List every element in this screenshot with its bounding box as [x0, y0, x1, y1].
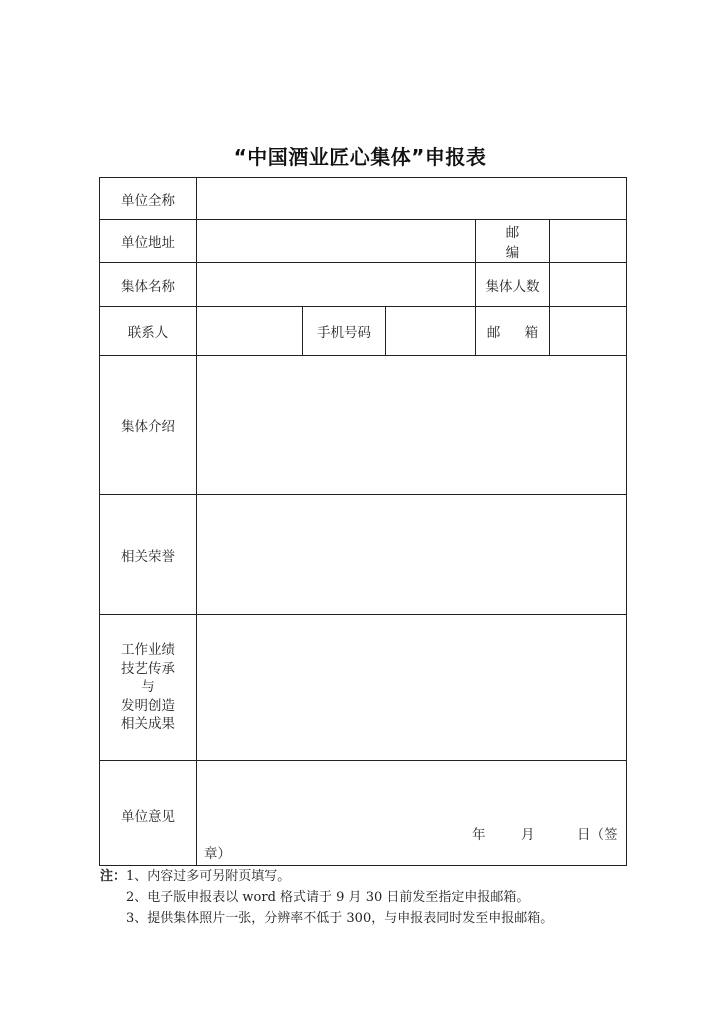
- phone-field[interactable]: [385, 306, 476, 356]
- achievements-label-line: 发明创造: [121, 697, 175, 714]
- achievements-label: [99, 614, 197, 761]
- achievements-label-line: 与: [141, 679, 155, 696]
- achievements-label-line: 相关成果: [121, 716, 175, 733]
- achievements-label-line: 技艺传承: [121, 660, 175, 677]
- honors-field[interactable]: [196, 494, 627, 615]
- email-field[interactable]: [549, 306, 627, 356]
- note-line-3: 3、提供集体照片一张，分辨率不低于 300，与申报表同时发至申报邮箱。: [126, 911, 554, 926]
- unit-address-label: 单位地址: [99, 219, 197, 263]
- form-title: “中国酒业匠心集体”申报表: [233, 145, 487, 169]
- notes-lead: 注：: [100, 869, 127, 884]
- group-name-field[interactable]: [196, 262, 476, 307]
- group-count-field[interactable]: [549, 262, 627, 307]
- date-month-label: 月: [521, 827, 535, 843]
- achievements-label-line: 工作业绩: [121, 642, 175, 659]
- contact-label: 联系人: [99, 306, 197, 356]
- group-count-label: 集体人数: [475, 262, 550, 307]
- notes-block: [100, 866, 553, 929]
- opinion-label: 单位意见: [99, 760, 197, 866]
- date-sign-label: 章）: [204, 846, 231, 862]
- date-year-label: 年: [472, 827, 486, 843]
- note-line-1: 注：1、内容过多可另附页填写。: [100, 869, 291, 884]
- postcode-field[interactable]: [549, 219, 627, 263]
- group-intro-label: 集体介绍: [99, 355, 197, 495]
- note-line-2: 2、电子版申报表以 word 格式请于 9 月 30 日前发至指定申报邮箱。: [126, 890, 530, 905]
- honors-label: 相关荣誉: [99, 494, 197, 615]
- unit-name-label: 单位全称: [99, 177, 197, 220]
- email-label: 邮 箱: [475, 306, 550, 356]
- contact-field[interactable]: [196, 306, 303, 356]
- opinion-field[interactable]: [196, 760, 627, 866]
- unit-address-field[interactable]: [196, 219, 476, 263]
- date-day-label: 日（签: [577, 827, 618, 843]
- phone-label: 手机号码: [302, 306, 386, 356]
- achievements-field[interactable]: [196, 614, 627, 761]
- group-intro-field[interactable]: [196, 355, 627, 495]
- postcode-label: 邮 编: [475, 219, 550, 263]
- group-name-label: 集体名称: [99, 262, 197, 307]
- unit-name-field[interactable]: [196, 177, 627, 220]
